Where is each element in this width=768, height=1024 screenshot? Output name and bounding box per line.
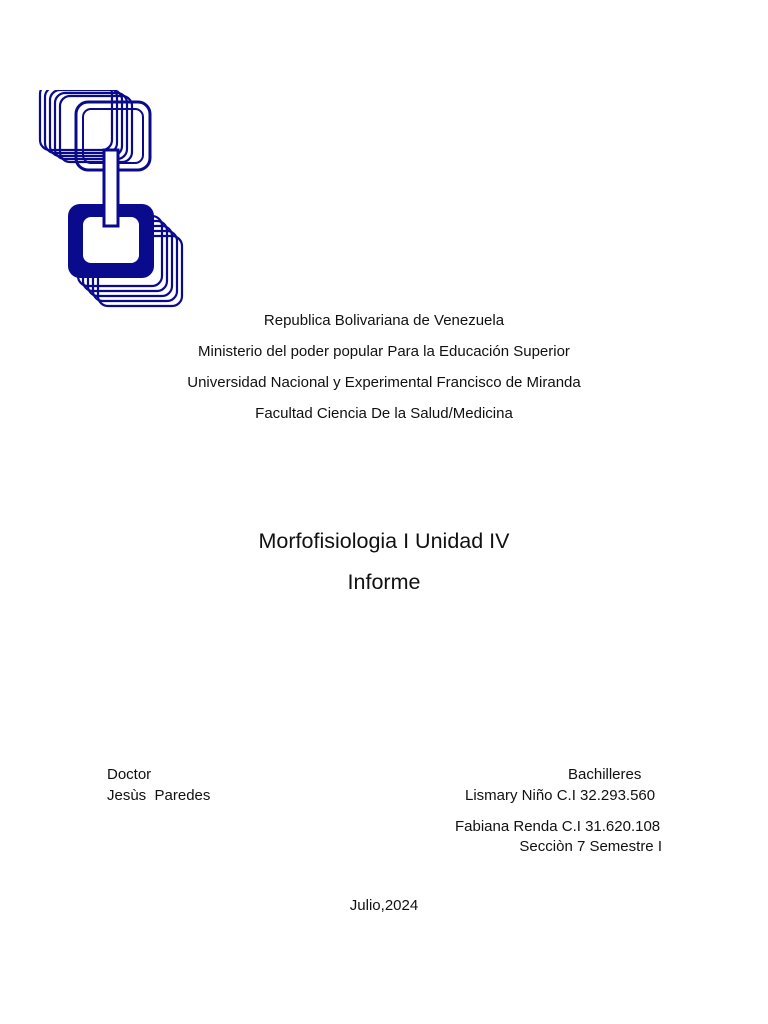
students-block: [440, 764, 662, 857]
university-logo: [38, 90, 188, 312]
student-2: Fabiana Renda C.I 31.620.108: [455, 818, 661, 835]
advisor-name: Jesùs Paredes: [107, 787, 211, 804]
header-line-university: Universidad Nacional y Experimental Francisco de Miranda: [187, 374, 581, 391]
student-1: Lismary Niño C.I 32.293.560: [465, 787, 656, 804]
document-date: Julio,2024: [349, 897, 419, 914]
document-title: [0, 527, 768, 609]
institution-header: [0, 311, 768, 435]
header-line-republic: Republica Bolivariana de Venezuela: [263, 312, 505, 329]
section-info: Secciòn 7 Semestre I: [519, 838, 662, 855]
advisor-role: Doctor: [107, 766, 152, 783]
students-label: Bachilleres: [568, 766, 642, 783]
advisor-block: [107, 764, 210, 806]
title-type: Informe: [347, 570, 421, 594]
header-line-faculty: Facultad Ciencia De la Salud/Medicina: [255, 405, 513, 422]
chain-link-logo-icon: [38, 90, 188, 312]
header-line-ministry: Ministerio del poder popular Para la Educación Superior: [198, 343, 570, 360]
title-subject: Morfofisiologia I Unidad IV: [258, 529, 510, 553]
